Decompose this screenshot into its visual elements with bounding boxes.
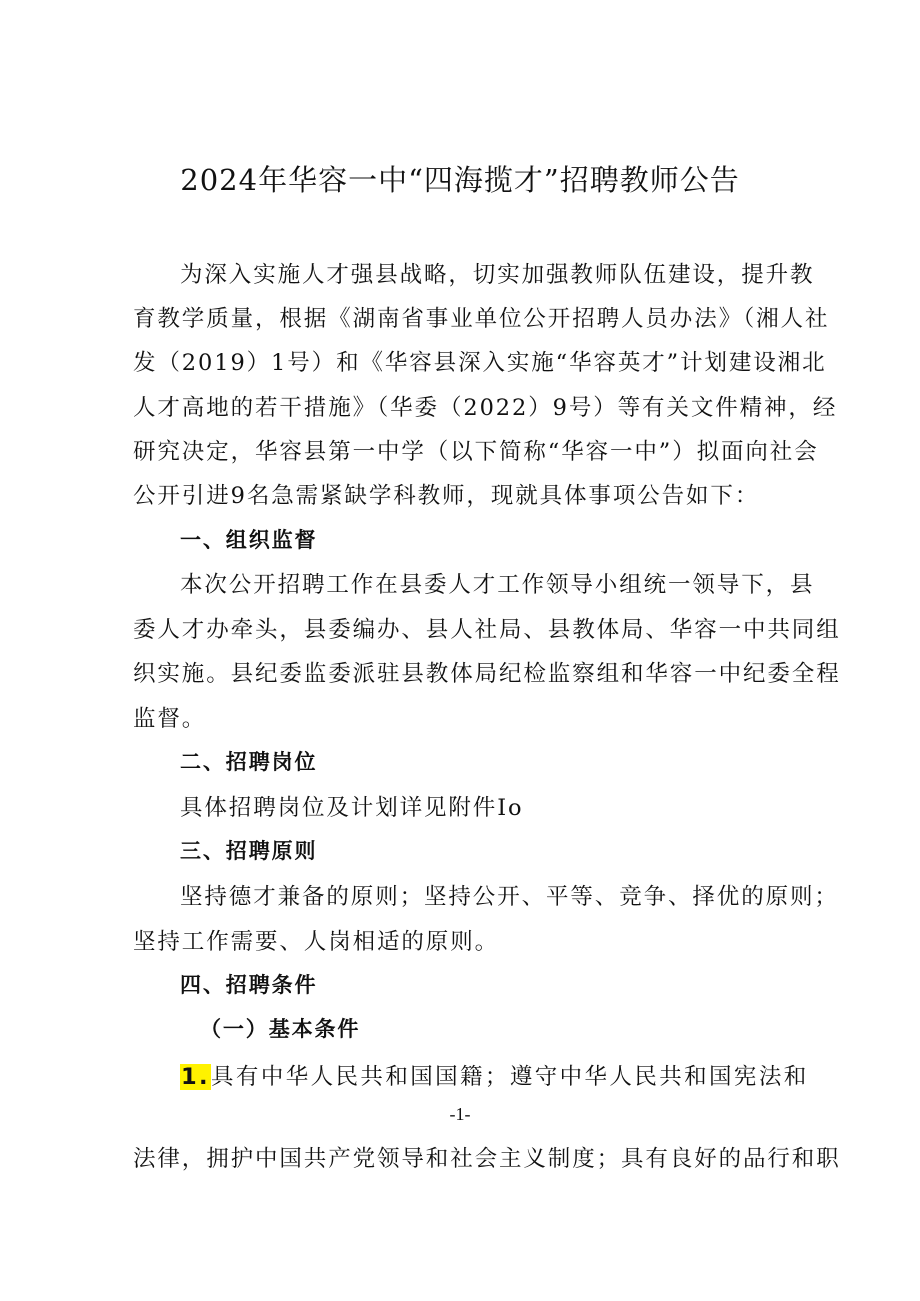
- section-heading: 四、招聘条件: [180, 973, 318, 997]
- section-body-line: 坚持德才兼备的原则；坚持公开、平等、竞争、择优的原则；: [180, 884, 839, 910]
- section-heading: 一、组织监督: [180, 528, 318, 552]
- intro-line: 研究决定，华容县第一中学（以下简称“华容一中”）拟面向社会: [133, 439, 819, 465]
- section-body-line: 坚持工作需要、人岗相适的原则。: [133, 929, 500, 955]
- intro-line: 育教学质量，根据《湖南省事业单位公开招聘人员办法》（湘人社: [133, 306, 830, 332]
- intro-line: 公开引进9名急需紧缺学科教师，现就具体事项公告如下：: [133, 483, 760, 509]
- subsection-heading: （一）基本条件: [200, 1017, 361, 1041]
- section-body-line: 监督。: [133, 706, 207, 732]
- continuation-line: 法律，拥护中国共产党领导和社会主义制度；具有良好的品行和职: [133, 1146, 841, 1172]
- page-number: -1-: [449, 1104, 471, 1124]
- list-item: [180, 1059, 809, 1091]
- page-title: 2024年华容一中“四海揽才”招聘教师公告: [180, 163, 740, 197]
- section-heading: 三、招聘原则: [180, 839, 318, 863]
- section-body-line: 本次公开招聘工作在县委人才工作领导小组统一领导下，县: [180, 572, 815, 598]
- item-text: 具有中华人民共和国国籍；遵守中华人民共和国宪法和: [211, 1064, 809, 1090]
- intro-line: 为深入实施人才强县战略，切实加强教师队伍建设，提升教: [180, 262, 815, 288]
- item-number-highlight: 1.: [181, 1064, 211, 1090]
- intro-line: 人才高地的若干措施》（华委（2022）9号）等有关文件精神，经: [133, 395, 838, 421]
- section-body-line: 委人才办牵头，县委编办、县人社局、县教体局、华容一中共同组: [133, 617, 841, 643]
- section-body-line: 具体招聘岗位及计划详见附件Io: [180, 795, 524, 821]
- section-body-line: 织实施。县纪委监委派驻县教体局纪检监察组和华容一中纪委全程: [133, 661, 841, 687]
- section-heading: 二、招聘岗位: [180, 750, 318, 774]
- intro-line: 发（2019）1号）和《华容县深入实施“华容英才”计划建设湘北: [133, 350, 827, 376]
